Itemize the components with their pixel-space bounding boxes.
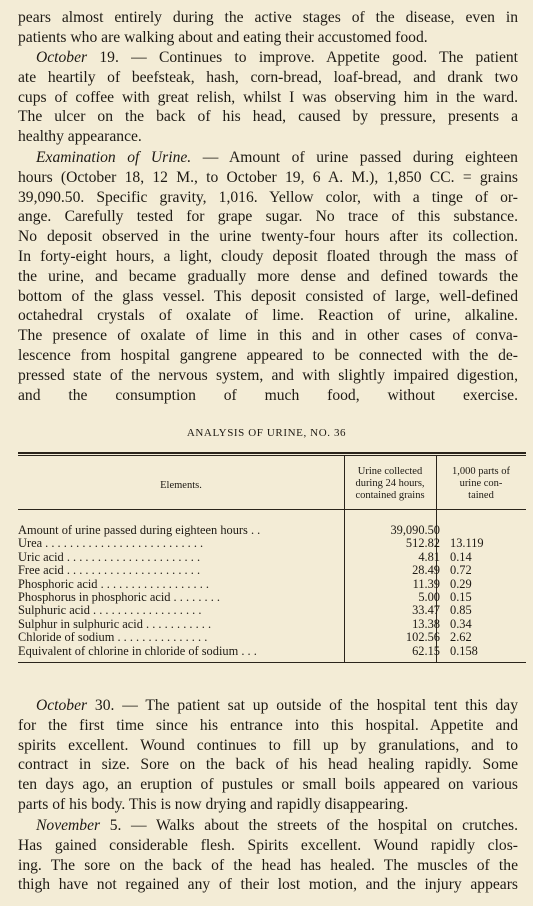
table-row (18, 591, 526, 604)
date-label: October (36, 49, 88, 66)
text-line: pressed state of the nervous system, and with slightly impaired digestion, (18, 366, 518, 384)
text-line: In forty-eight hours, a light, cloudy deposit floated through the mass of (18, 247, 518, 265)
row-per-thousand-value: 0.158 (450, 643, 478, 658)
table-top-rule (18, 452, 526, 454)
row-element-name: Phosphorus in phosphoric acid . . . . . . . . (18, 591, 221, 604)
table-row (18, 618, 526, 631)
row-element-name: Uric acid . . . . . . . . . . . . . . . . . . . . . . (18, 550, 201, 564)
column-header-per-thousand: 1,000 parts of urine con- tained (451, 466, 511, 501)
row-element-name: Urea . . . . . . . . . . . . . . . . . . . . . . . . . . (18, 537, 204, 551)
text-line: for the first time since his entrance into this hospital. Appetite and (18, 716, 518, 734)
text-line: patients who are walking about and eating their accustomed food. (18, 28, 428, 46)
table-row (18, 645, 526, 658)
text-line: ange. Carefully tested for grape sugar. No trace of this substance. (18, 208, 518, 226)
date-label: October (36, 697, 88, 714)
table-top-rule-thin (18, 455, 526, 456)
row-element-name: Free acid . . . . . . . . . . . . . . . . . . . . . . (18, 564, 201, 578)
row-element-name: Amount of urine passed during eighteen hours . . (18, 524, 261, 537)
table-row (18, 564, 526, 577)
row-grains-value: 39,090.50 (390, 523, 440, 537)
paragraph-november-5 (18, 816, 518, 895)
row-per-thousand-value: 2.62 (450, 630, 472, 645)
column-header-collected: Urine collected during 24 hours, contained grains (355, 466, 425, 501)
row-element-name: Phosphoric acid . . . . . . . . . . . . . . . . . . (18, 577, 210, 591)
row-per-thousand-value: 0.85 (450, 603, 472, 618)
row-grains-value: 13.38 (412, 616, 440, 631)
row-grains-value: 33.47 (412, 603, 440, 618)
paragraph-examination (18, 148, 518, 405)
text-line: October 30. — The patient sat up outside of the hospital tent this day (36, 697, 518, 714)
text-line: ate heartily of beefsteak, hash, corn-bread, loaf-bread, and drank two (18, 68, 518, 86)
date-label: November (36, 817, 101, 834)
table-bottom-rule (18, 662, 526, 663)
paragraph-october-19 (18, 48, 518, 147)
text-line: The presence of oxalate of lime in this and in other cases of conva- (18, 327, 518, 345)
row-grains-value: 102.56 (405, 630, 440, 645)
text-line: pears almost entirely during the active stages of the disease, even in (18, 9, 518, 26)
table-row (18, 578, 526, 591)
row-grains-value: 62.15 (412, 643, 440, 658)
table-row (18, 604, 526, 617)
text-line: the urine, and became gradually more dense and defined towards the (18, 267, 518, 285)
text-line: 39,090.50. Specific gravity, 1,016. Yellow color, with a tinge of or- (18, 188, 518, 206)
text-line: and the consumption of much food, without exercise. (18, 386, 518, 404)
column-header-elements: Elements. (160, 480, 202, 491)
row-grains-value: 11.39 (412, 576, 440, 591)
row-element-name: Sulphuric acid . . . . . . . . . . . . . . . . . . (18, 604, 202, 618)
row-per-thousand-value: 0.29 (450, 576, 472, 591)
text-line: cups of coffee with great relish, whilst I was observing him in the ward. (18, 88, 518, 106)
paragraph-october-30 (18, 696, 518, 815)
row-element-name: Chloride of sodium . . . . . . . . . . . . . . . (18, 631, 208, 645)
row-per-thousand-value: 13.119 (450, 536, 484, 551)
text-line: octahedral crystals of oxalate of lime. Reaction of urine, alkaline. (18, 307, 518, 325)
text-line: October 19. — Continues to improve. Appetite good. The patient (36, 49, 518, 66)
text-line: The ulcer on the back of his head, caused by pressure, presents a (18, 108, 518, 126)
row-per-thousand-value: 0.14 (450, 549, 472, 564)
text-line: thigh have not regained any of their lost motion, and the injury appears (18, 876, 518, 894)
text-line: bottom of the glass vessel. This deposit consisted of large, well-defined (18, 287, 518, 305)
text-line: November 5. — Walks about the streets of the hospital on crutches. (36, 817, 518, 834)
text-line: lescence from hospital gangrene appeared to be connected with the de- (18, 346, 518, 364)
text-line: ing. The sore on the back of the head has healed. The muscles of the (18, 856, 518, 874)
paragraph-intro (18, 8, 518, 48)
header-rule (18, 509, 526, 510)
analysis-table (18, 452, 526, 668)
row-grains-value: 4.81 (418, 549, 440, 564)
row-per-thousand-value: 0.34 (450, 616, 472, 631)
text-line: Has gained considerable flesh. Spirits excellent. Wound rapidly clos- (18, 836, 518, 854)
text-line: contract in size. Sore on the back of his head healing rapidly. Some (18, 756, 518, 774)
text-line: ten days ago, an eruption of pustules or small boils appeared on various (18, 776, 518, 794)
table-row (18, 551, 526, 564)
row-grains-value: 5.00 (418, 590, 440, 604)
text-line: Examination of Urine. — Amount of urine passed during eighteen (36, 149, 518, 166)
table-caption: ANALYSIS OF URINE, NO. 36 (186, 427, 347, 439)
table-row (18, 524, 526, 537)
text-line: parts of his body. This is now drying and rapidly disappearing. (18, 795, 409, 813)
row-per-thousand-value: 0.15 (450, 590, 472, 604)
text-line: spirits excellent. Wound continues to fill up by granulations, and to (18, 736, 518, 754)
table-row (18, 631, 526, 644)
text-line: healthy appearance. (18, 128, 142, 146)
section-label: Examination of Urine. (36, 149, 192, 166)
row-grains-value: 28.49 (412, 563, 440, 578)
table-row (18, 537, 526, 550)
text-line: hours (October 18, 12 M., to October 19, 6 A. M.), 1,850 CC. = grains (18, 168, 518, 186)
row-grains-value: 512.82 (405, 536, 440, 551)
row-element-name: Equivalent of chlorine in chloride of sodium . . . (18, 644, 257, 658)
text-line: No deposit observed in the urine twenty-four hours after its collection. (18, 228, 518, 246)
row-per-thousand-value: 0.72 (450, 563, 472, 578)
row-element-name: Sulphur in sulphuric acid . . . . . . . . . . . (18, 617, 212, 631)
